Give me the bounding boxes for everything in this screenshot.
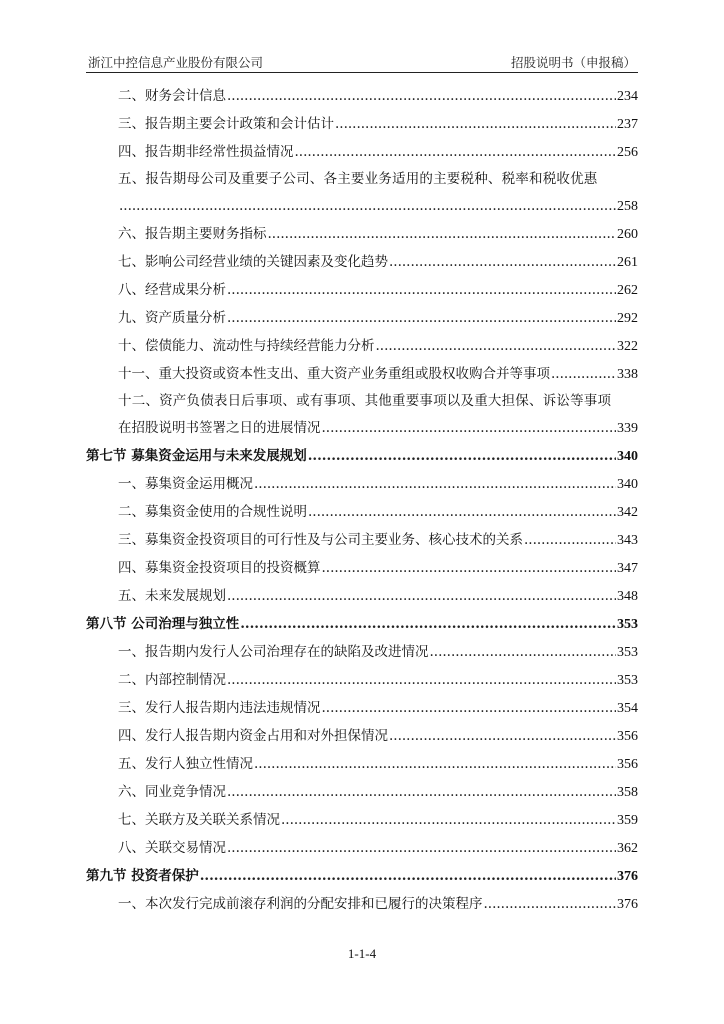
toc-entry-row — [118, 526, 638, 554]
toc-entry-title: 六、同业竞争情况 — [118, 784, 226, 800]
toc-leader-dots — [227, 666, 616, 694]
toc-page-number: 260 — [617, 227, 638, 242]
toc-entry[interactable] — [86, 388, 638, 442]
toc-entry[interactable] — [86, 694, 638, 722]
toc-entry[interactable] — [86, 82, 638, 110]
toc-entry-title: 四、募集资金投资项目的投资概算 — [118, 560, 321, 576]
toc-entry[interactable] — [86, 166, 638, 220]
toc-entry-row — [118, 554, 638, 582]
toc-entry-row — [118, 304, 638, 332]
toc-entry-row — [118, 666, 638, 694]
toc-entry-row — [118, 694, 638, 722]
toc-entry[interactable] — [86, 778, 638, 806]
toc-entry-title: 五、发行人独立性情况 — [118, 756, 253, 772]
toc-entry-title: 三、募集资金投资项目的可行性及与公司主要业务、核心技术的关系 — [118, 532, 523, 548]
toc-page-number: 261 — [617, 255, 638, 270]
toc-entry-row — [118, 470, 638, 498]
toc-entry-title: 七、影响公司经营业绩的关键因素及变化趋势 — [118, 254, 388, 270]
toc-entry-row — [118, 110, 638, 138]
toc-entry[interactable] — [86, 666, 638, 694]
toc-entry-row — [118, 582, 638, 610]
toc-page-number: 339 — [617, 421, 638, 436]
toc-leader-dots — [322, 694, 617, 722]
toc-page-number: 342 — [617, 505, 638, 520]
toc-page-number: 376 — [617, 869, 638, 884]
toc-leader-dots — [335, 110, 616, 138]
toc-entry-title: 二、募集资金使用的合规性说明 — [118, 504, 307, 520]
toc-entry[interactable] — [86, 110, 638, 138]
toc-entry-row — [118, 332, 638, 360]
toc-entry-title: 四、报告期非经常性损益情况 — [118, 144, 294, 160]
toc-entry[interactable] — [86, 834, 638, 862]
toc-leader-dots — [524, 526, 616, 554]
page-header — [86, 50, 638, 73]
toc-entry-row — [118, 722, 638, 750]
toc-leader-dots — [551, 360, 616, 388]
toc-leader-dots — [227, 582, 616, 610]
toc-page-number: 358 — [617, 785, 638, 800]
toc-page-number: 354 — [617, 701, 638, 716]
toc-page-number: 234 — [617, 89, 638, 104]
header-company-name: 浙江中控信息产业股份有限公司 — [88, 55, 264, 70]
toc-leader-dots — [389, 722, 616, 750]
toc-page-number: 362 — [617, 841, 638, 856]
toc-entry-row — [86, 862, 638, 890]
toc-leader-dots — [308, 498, 616, 526]
toc-page-number: 340 — [617, 477, 638, 492]
toc-entry[interactable] — [86, 360, 638, 388]
toc-page-number: 338 — [617, 367, 638, 382]
toc-leader-dots — [268, 220, 617, 248]
toc-section-entry[interactable] — [86, 442, 638, 470]
toc-entry-title: 第七节 募集资金运用与未来发展规划 — [86, 448, 307, 464]
toc-page-number: 376 — [617, 897, 638, 912]
toc-page-number: 347 — [617, 561, 638, 576]
toc-entry[interactable] — [86, 220, 638, 248]
toc-entry-title: 一、募集资金运用概况 — [118, 476, 253, 492]
toc-leader-dots — [227, 778, 616, 806]
toc-entry[interactable] — [86, 582, 638, 610]
toc-leader-dots — [430, 638, 617, 666]
toc-entry-title: 八、关联交易情况 — [118, 840, 226, 856]
toc-entry-row — [118, 498, 638, 526]
toc-entry[interactable] — [86, 470, 638, 498]
toc-entry-row — [118, 192, 638, 220]
toc-entry[interactable] — [86, 750, 638, 778]
toc-section-entry[interactable] — [86, 610, 638, 638]
toc-entry-row — [118, 806, 638, 834]
toc-entry-title: 三、发行人报告期内违法违规情况 — [118, 700, 321, 716]
toc-leader-dots — [227, 276, 616, 304]
toc-entry-title: 十一、重大投资或资本性支出、重大资产业务重组或股权收购合并等事项 — [118, 366, 550, 382]
toc-page-number: 353 — [617, 673, 638, 688]
toc-entry[interactable] — [86, 498, 638, 526]
toc-leader-dots — [322, 554, 617, 582]
toc-entry-title: 一、报告期内发行人公司治理存在的缺陷及改进情况 — [118, 644, 429, 660]
toc-leader-dots — [389, 248, 616, 276]
toc-entry-row — [118, 220, 638, 248]
toc-page-number: 353 — [617, 645, 638, 660]
toc-section-entry[interactable] — [86, 862, 638, 890]
toc-page-number: 262 — [617, 283, 638, 298]
toc-entry[interactable] — [86, 138, 638, 166]
toc-page-number: 292 — [617, 311, 638, 326]
toc-leader-dots — [281, 806, 616, 834]
toc-leader-dots — [200, 862, 616, 890]
toc-page-number: 256 — [617, 145, 638, 160]
toc-page-number: 356 — [617, 757, 638, 772]
toc-entry-row — [118, 82, 638, 110]
toc-entry-title: 二、内部控制情况 — [118, 672, 226, 688]
toc-entry[interactable] — [86, 526, 638, 554]
toc-leader-dots — [254, 750, 616, 778]
toc-entry-row — [118, 360, 638, 388]
toc-entry-title: 八、经营成果分析 — [118, 282, 226, 298]
toc-page-number: 340 — [617, 449, 638, 464]
toc-leader-dots — [484, 890, 617, 918]
toc-entry[interactable] — [86, 806, 638, 834]
toc-entry-title: 六、报告期主要财务指标 — [118, 226, 267, 242]
toc-entry-row — [118, 276, 638, 304]
toc-entry-row — [118, 890, 638, 918]
toc-entry-title: 十二、资产负债表日后事项、或有事项、其他重要事项以及重大担保、诉讼等事项 — [118, 393, 612, 409]
table-of-contents — [86, 82, 638, 918]
toc-leader-dots — [376, 332, 617, 360]
toc-entry-title: 五、未来发展规划 — [118, 588, 226, 604]
toc-entry-row — [118, 414, 638, 442]
toc-leader-dots — [227, 82, 616, 110]
toc-page-number: 356 — [617, 729, 638, 744]
toc-entry[interactable] — [86, 890, 638, 918]
toc-entry-title: 二、财务会计信息 — [118, 88, 226, 104]
toc-page-number: 343 — [617, 533, 638, 548]
toc-page-number: 237 — [617, 117, 638, 132]
toc-entry[interactable] — [86, 332, 638, 360]
toc-entry-row — [86, 442, 638, 470]
toc-entry-row — [118, 834, 638, 862]
toc-entry[interactable] — [86, 722, 638, 750]
toc-page-number: 359 — [617, 813, 638, 828]
toc-entry[interactable] — [86, 554, 638, 582]
toc-entry-row — [118, 248, 638, 276]
toc-entry-row — [118, 778, 638, 806]
toc-entry-title-continued: 在招股说明书签署之日的进展情况 — [118, 420, 321, 436]
toc-leader-dots — [322, 414, 617, 442]
toc-entry-title: 十、偿债能力、流动性与持续经营能力分析 — [118, 338, 375, 354]
toc-entry-title: 一、本次发行完成前滚存利润的分配安排和已履行的决策程序 — [118, 896, 483, 912]
toc-leader-dots — [254, 470, 616, 498]
toc-leader-dots — [227, 304, 616, 332]
toc-entry-title: 七、关联方及关联关系情况 — [118, 812, 280, 828]
toc-page-number: 322 — [617, 339, 638, 354]
toc-entry-title: 第九节 投资者保护 — [86, 868, 199, 884]
toc-entry[interactable] — [86, 248, 638, 276]
toc-entry[interactable] — [86, 276, 638, 304]
page-number: 1-1-4 — [347, 946, 377, 961]
toc-page-number: 348 — [617, 589, 638, 604]
toc-entry-title: 四、发行人报告期内资金占用和对外担保情况 — [118, 728, 388, 744]
toc-leader-dots — [119, 192, 616, 220]
toc-entry-row — [118, 138, 638, 166]
toc-entry[interactable] — [86, 304, 638, 332]
toc-entry-title: 第八节 公司治理与独立性 — [86, 616, 240, 632]
toc-entry-title: 三、报告期主要会计政策和会计估计 — [118, 116, 334, 132]
toc-leader-dots — [295, 138, 617, 166]
toc-entry-title: 五、报告期母公司及重要子公司、各主要业务适用的主要税种、税率和税收优惠 — [118, 171, 598, 187]
toc-leader-dots — [240, 610, 616, 638]
toc-page-number: 353 — [617, 617, 638, 632]
toc-entry-row — [86, 610, 638, 638]
toc-entry-title: 九、资产质量分析 — [118, 310, 226, 326]
toc-entry-row — [118, 750, 638, 778]
toc-entry[interactable] — [86, 638, 638, 666]
toc-entry-row — [118, 638, 638, 666]
header-document-title: 招股说明书（申报稿） — [510, 55, 636, 70]
toc-leader-dots — [227, 834, 616, 862]
toc-page-number: 258 — [617, 199, 638, 214]
toc-leader-dots — [308, 442, 616, 470]
